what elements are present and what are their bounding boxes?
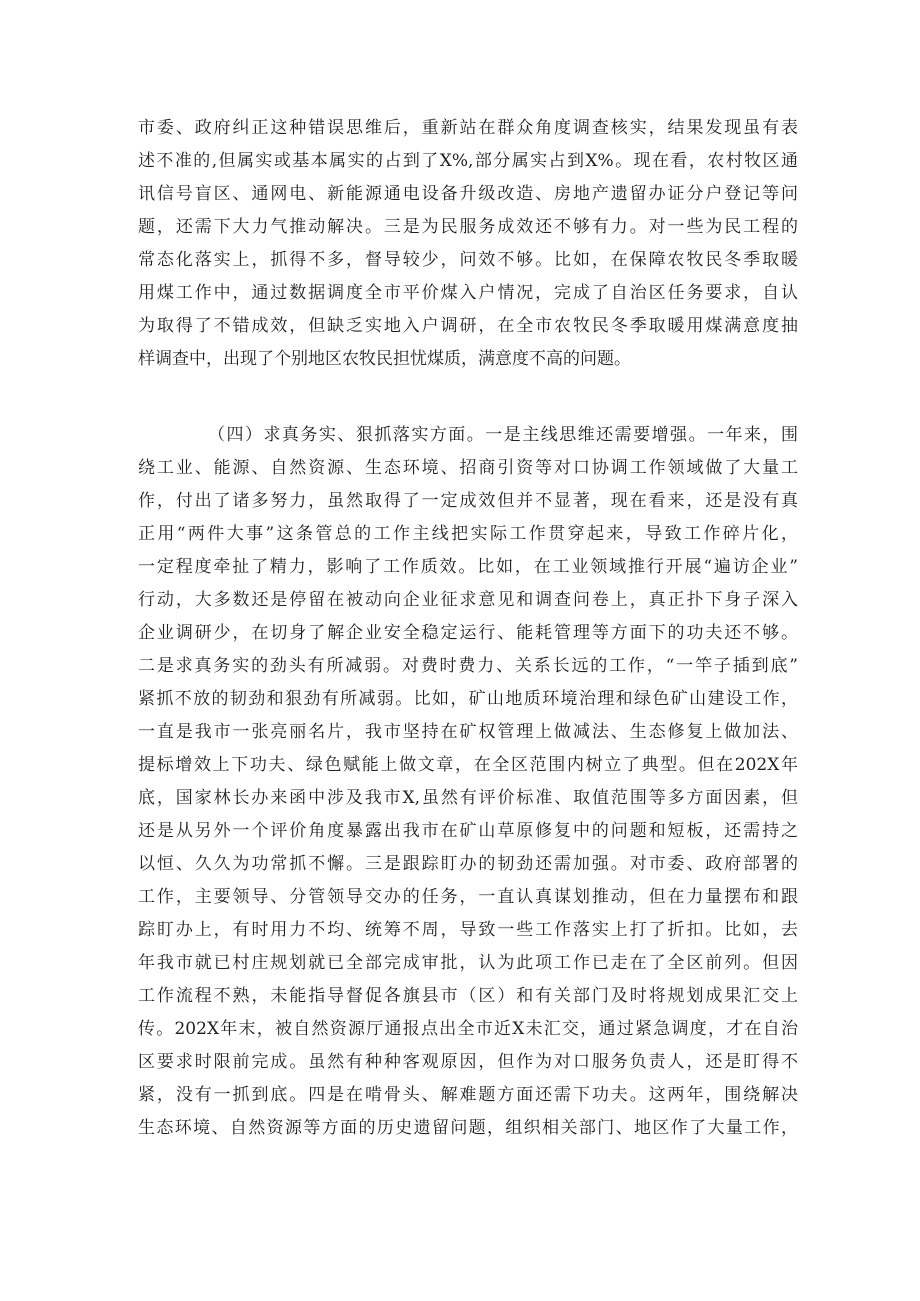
- text-line: 作，付出了诸多努力，虽然取得了一定成效但并不显著，现在看来，还是没有真: [138, 491, 798, 511]
- text-line: 常态化落实上，抓得不多，督导较少，问效不够。比如，在保障农牧民冬季取暖: [138, 250, 798, 270]
- text-line: 工作流程不熟，未能指导督促各旗县市（区）和有关部门及时将规划成果汇交上: [138, 986, 798, 1006]
- text-line: 传。202X年末，被自然资源厅通报点出全市近X未汇交，通过紧急调度，才在自治: [138, 1019, 798, 1039]
- text-line: 一定程度牵扯了精力，影响了工作质效。比如，在工业领域推行开展“遍访企业”: [138, 557, 798, 577]
- text-line: 样调查中，出现了个别地区农牧民担忧煤质，满意度不高的问题。: [138, 349, 631, 369]
- text-line: 底，国家林长办来函中涉及我市X,虽然有评价标准、取值范围等多方面因素，但: [138, 788, 798, 808]
- section-heading-line: （四）求真务实、狠抓落实方面。一是主线思维还需要增强。一年来，围: [208, 425, 798, 445]
- text-line: 一直是我市一张亮丽名片，我市坚持在矿权管理上做减法、生态修复上做加法、: [138, 722, 798, 742]
- text-line: 二是求真务实的劲头有所减弱。对费时费力、关系长远的工作，“一竿子插到底”: [138, 656, 798, 676]
- paragraph-section-four: [138, 419, 798, 1145]
- text-line: 题，还需下大力气推动解决。三是为民服务成效还不够有力。对一些为民工程的: [138, 217, 798, 237]
- text-line: 区要求时限前完成。虽然有种种客观原因，但作为对口服务负责人，还是盯得不: [138, 1052, 798, 1072]
- text-line: 用煤工作中，通过数据调度全市平价煤入户情况，完成了自治区任务要求，自认: [138, 283, 798, 303]
- text-line: 踪盯办上，有时用力不均、统筹不周，导致一些工作落实上打了折扣。比如，去: [138, 920, 798, 940]
- text-line: 正用“两件大事”这条管总的工作主线把实际工作贯穿起来，导致工作碎片化，: [138, 524, 798, 544]
- text-line: 提标增效上下功夫、绿色赋能上做文章，在全区范围内树立了典型。但在202X年: [138, 755, 798, 775]
- text-line: 讯信号盲区、通网电、新能源通电设备升级改造、房地产遗留办证分户登记等问: [138, 184, 798, 204]
- text-line: 绕工业、能源、自然资源、生态环境、招商引资等对口协调工作领域做了大量工: [138, 458, 798, 478]
- text-line: 还是从另外一个评价角度暴露出我市在矿山草原修复中的问题和短板，还需持之: [138, 821, 798, 841]
- text-line: 生态环境、自然资源等方面的历史遗留问题，组织相关部门、地区作了大量工作，: [138, 1118, 798, 1138]
- text-line: 市委、政府纠正这种错误思维后，重新站在群众角度调查核实，结果发现虽有表: [138, 118, 798, 138]
- text-line: 述不准的,但属实或基本属实的占到了X%,部分属实占到X%。现在看，农村牧区通: [138, 151, 798, 171]
- paragraph-people-service: [138, 112, 798, 376]
- text-line: 工作，主要领导、分管领导交办的任务，一直认真谋划推动，但在力量摆布和跟: [138, 887, 798, 907]
- text-line: 紧抓不放的韧劲和狠劲有所减弱。比如，矿山地质环境治理和绿色矿山建设工作，: [138, 689, 798, 709]
- text-line: 紧，没有一抓到底。四是在啃骨头、解难题方面还需下功夫。这两年，围绕解决: [138, 1085, 798, 1105]
- text-line: 以恒、久久为功常抓不懈。三是跟踪盯办的韧劲还需加强。对市委、政府部署的: [138, 854, 798, 874]
- text-line: 企业调研少，在切身了解企业安全稳定运行、能耗管理等方面下的功夫还不够。: [138, 623, 798, 643]
- text-line: 年我市就已村庄规划就已全部完成审批，认为此项工作已走在了全区前列。但因: [138, 953, 798, 973]
- text-line: 行动，大多数还是停留在被动向企业征求意见和调查问卷上，真正扑下身子深入: [138, 590, 798, 610]
- text-line: 为取得了不错成效，但缺乏实地入户调研，在全市农牧民冬季取暖用煤满意度抽: [138, 316, 798, 336]
